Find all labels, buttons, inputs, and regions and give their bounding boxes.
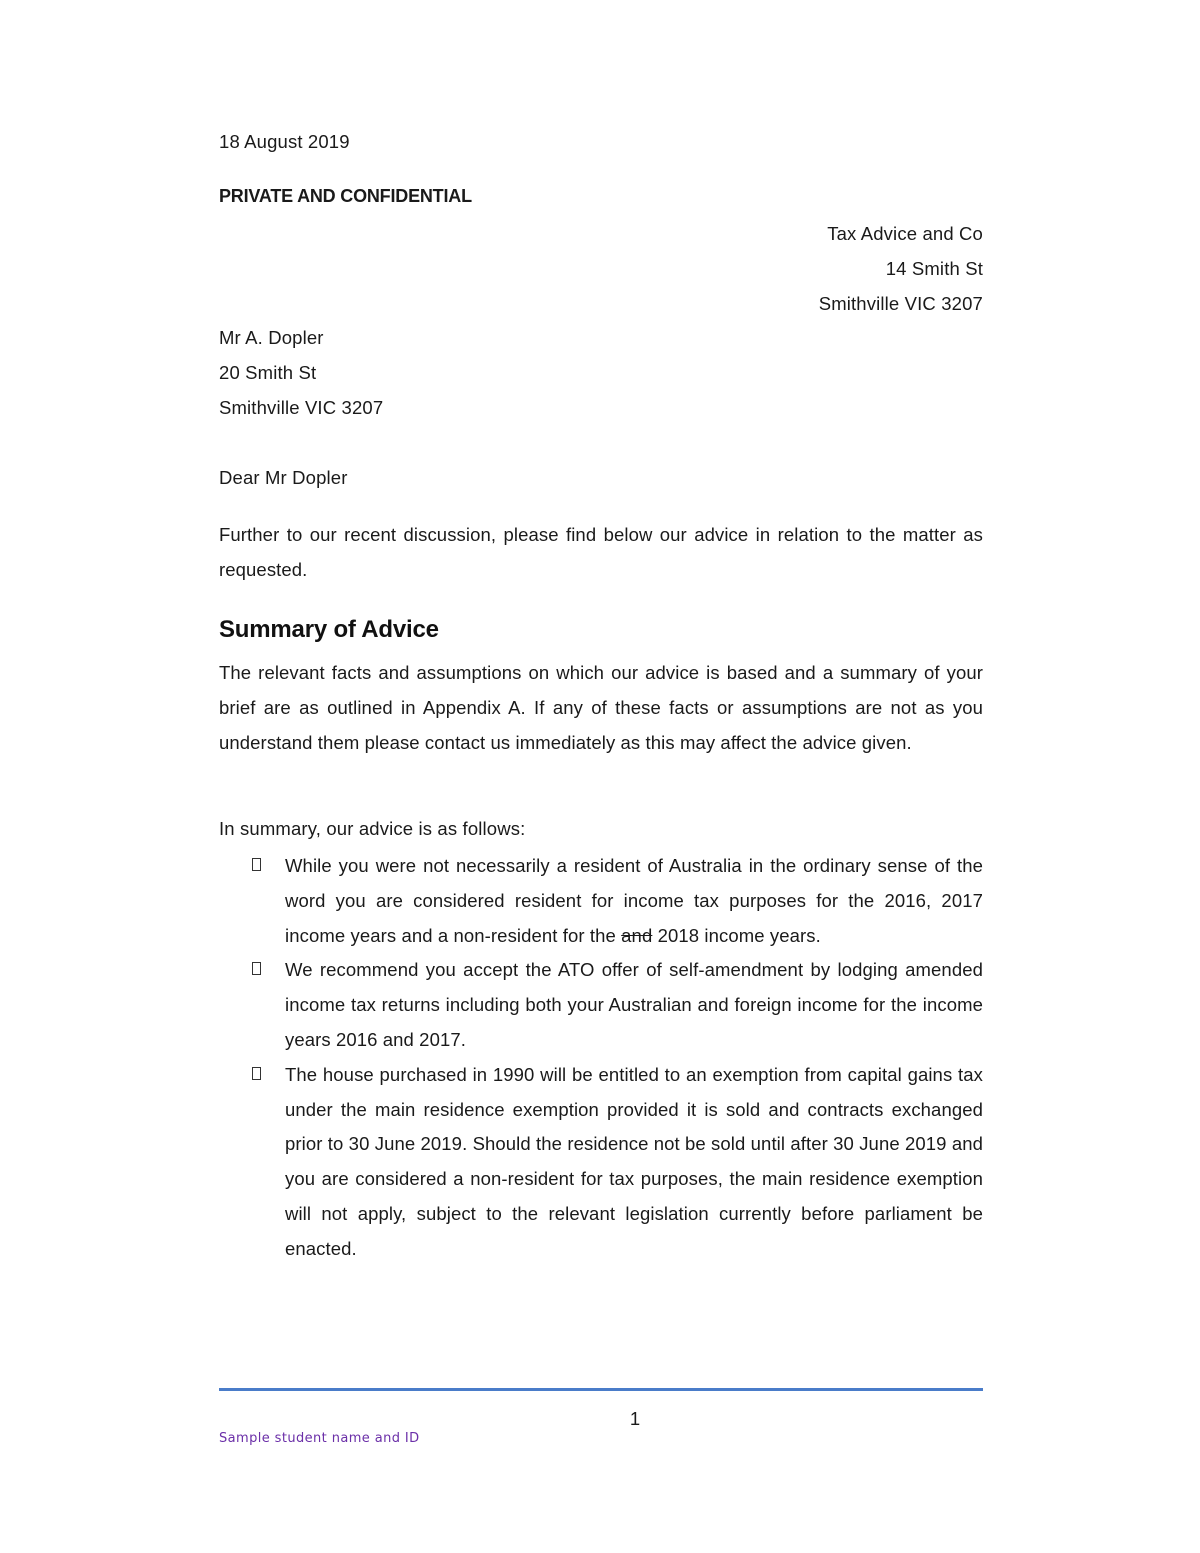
footer-divider bbox=[219, 1388, 983, 1391]
bullet-box-icon bbox=[252, 1067, 261, 1080]
page-number: 1 bbox=[629, 1408, 641, 1429]
list-item bbox=[250, 849, 983, 953]
sender-name: Tax Advice and Co bbox=[827, 223, 983, 244]
recipient-city: Smithville VIC 3207 bbox=[219, 397, 384, 418]
list-item bbox=[250, 1058, 983, 1267]
recipient-street: 20 Smith St bbox=[219, 362, 317, 383]
bullet-text: 2018 income years. bbox=[652, 924, 821, 946]
sender-city: Smithville VIC 3207 bbox=[818, 293, 983, 314]
bullet-text: The house purchased in 1990 will be entitled to an exemption from capital gains tax under the main residence exemption provided it is sold and contracts exchanged prior to 30 June 2019. Should the residence not be sold until after 30 June 2019 and you are considered a non-resident for tax purposes, the main residence exemption will not apply, subject to the relevant legislation currently before parliament be enacted. bbox=[285, 1063, 983, 1259]
list-item bbox=[250, 953, 983, 1057]
greeting: Dear Mr Dopler bbox=[219, 467, 348, 488]
sender-street: 14 Smith St bbox=[885, 258, 983, 279]
intro-paragraph: Further to our recent discussion, please find below our advice in relation to the matter as requested. bbox=[219, 524, 983, 580]
bullet-text: While you were not necessarily a resident of Australia in the ordinary sense of the word you are considered resident for income tax purposes for the 2016, 2017 income years and a non-resident for the bbox=[285, 855, 983, 946]
advice-list bbox=[250, 849, 983, 1267]
section-heading: Summary of Advice bbox=[219, 616, 439, 643]
footer-student-label: Sample student name and ID bbox=[219, 1431, 420, 1446]
summary-paragraph: The relevant facts and assumptions on which our advice is based and a summary of your brief are as outlined in Appendix A. If any of these facts or assumptions are not as you understand them please contact us immediately as this may affect the advice given. bbox=[219, 662, 983, 753]
bullet-text: We recommend you accept the ATO offer of self-amendment by lodging amended income tax returns including both your Australian and foreign income for the income years 2016 and 2017. bbox=[285, 959, 983, 1050]
recipient-name: Mr A. Dopler bbox=[219, 327, 324, 348]
confidential-label: PRIVATE AND CONFIDENTIAL bbox=[219, 186, 472, 206]
bullet-box-icon bbox=[252, 858, 261, 871]
bullet-box-icon bbox=[252, 962, 261, 975]
summary-lead: In summary, our advice is as follows: bbox=[219, 818, 526, 839]
letter-date: 18 August 2019 bbox=[219, 131, 350, 152]
struck-text: and bbox=[621, 924, 653, 946]
